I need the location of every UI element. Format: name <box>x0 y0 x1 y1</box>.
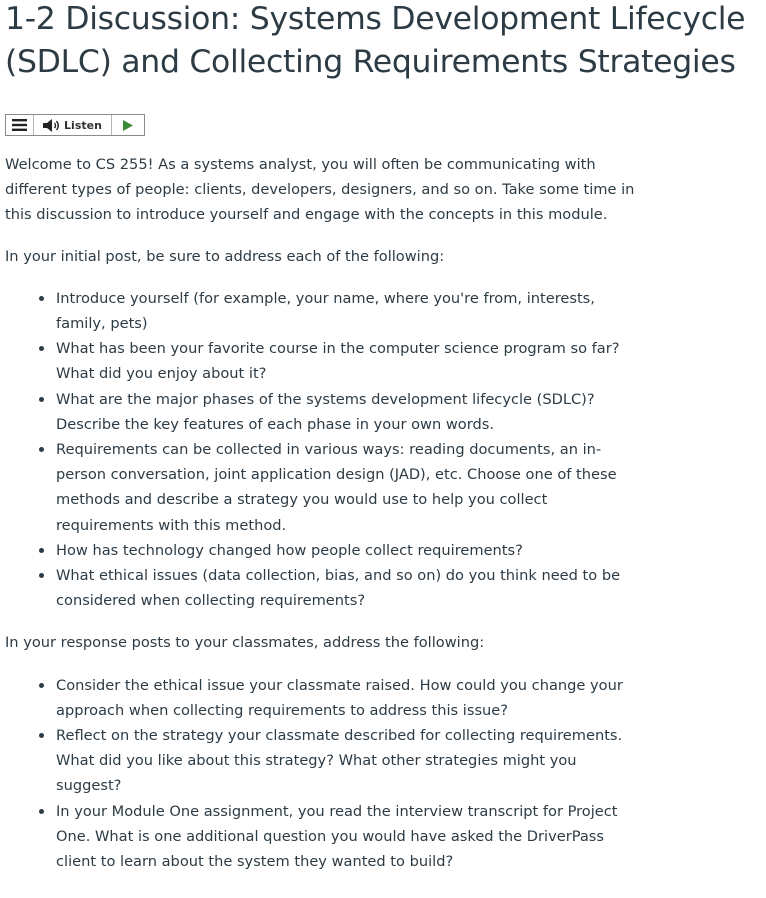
response-post-prompt: In your response posts to your classmates, address the following: <box>5 634 485 652</box>
list-item: Introduce yourself (for example, your name, where you're from, interests, family, pets) <box>56 286 645 336</box>
play-icon <box>123 120 133 131</box>
list-item: How has technology changed how people collect requirements? <box>56 538 645 563</box>
listen-toolbar <box>5 114 145 136</box>
discussion-content <box>5 152 645 874</box>
listen-menu-button[interactable] <box>6 115 34 135</box>
list-item: Consider the ethical issue your classmate raised. How could you change your approach when collecting requirements to address this issue? <box>56 673 645 723</box>
list-item: In your Module One assignment, you read the interview transcript for Project One. What is one additional question you would have asked the DriverPass client to learn about the system they wanted to build? <box>56 799 645 875</box>
list-item: Requirements can be collected in various ways: reading documents, an in-person conversation, joint application design (JAD), etc. Choose one of these methods and describe a strategy you would use to help you collect requirements with this method. <box>56 437 645 538</box>
list-item: What has been your favorite course in the computer science program so far? What did you enjoy about it? <box>56 336 645 386</box>
speaker-icon <box>43 119 61 132</box>
list-item: Reflect on the strategy your classmate described for collecting requirements. What did you like about this strategy? What other strategies might you suggest? <box>56 723 645 799</box>
intro-paragraph: Welcome to CS 255! As a systems analyst, you will often be communicating with different types of people: clients, developers, designers, and so on. Take some time in this discussion to introduce yourself and engage with the concepts in this module. <box>5 156 635 224</box>
listen-button[interactable] <box>34 115 112 135</box>
menu-icon <box>12 119 27 131</box>
list-item: What are the major phases of the systems development lifecycle (SDLC)? Describe the key features of each phase in your own words. <box>56 387 645 437</box>
initial-post-prompt: In your initial post, be sure to address each of the following: <box>5 247 445 265</box>
response-post-list <box>5 673 645 875</box>
listen-play-button[interactable] <box>112 115 144 135</box>
initial-post-list <box>5 286 645 614</box>
list-item: What ethical issues (data collection, bias, and so on) do you think need to be considered when collecting requirements? <box>56 563 645 613</box>
page-title: 1-2 Discussion: Systems Development Lifecycle (SDLC) and Collecting Requirements Strategies <box>5 1 746 80</box>
listen-label: Listen <box>64 118 102 132</box>
